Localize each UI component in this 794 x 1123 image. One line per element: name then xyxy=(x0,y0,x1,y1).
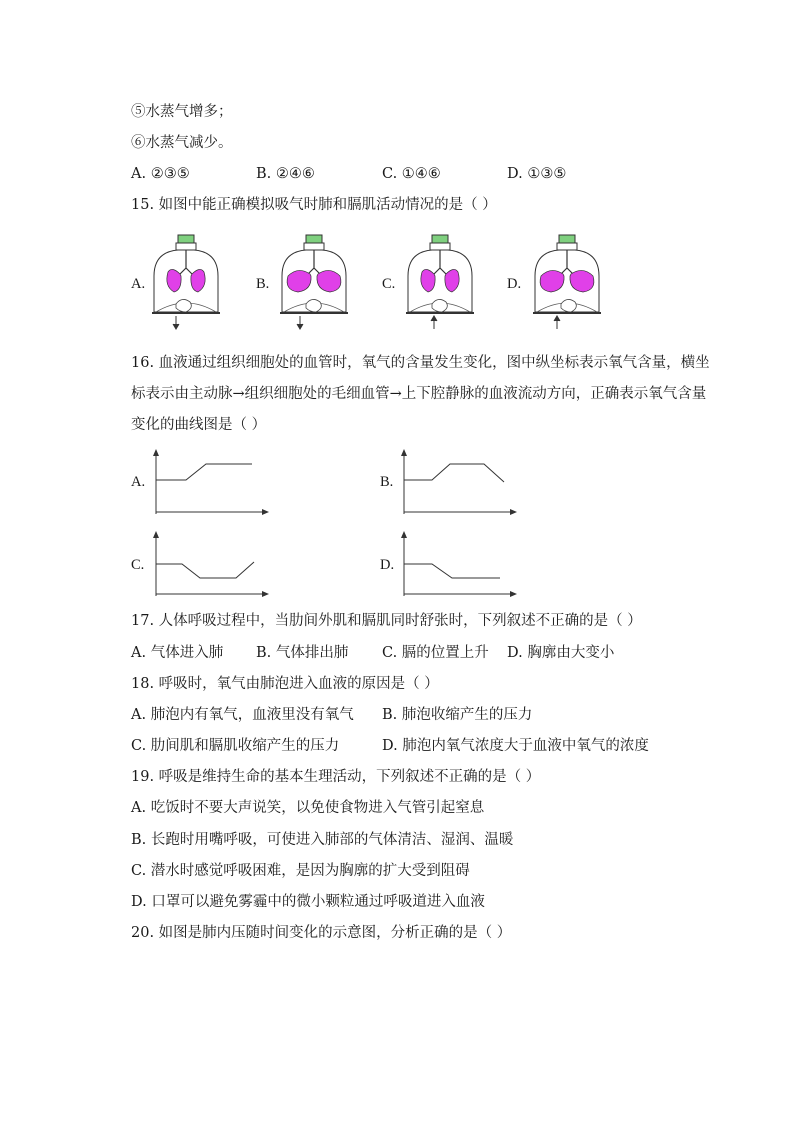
question-18: 18. 呼吸时，氧气由肺泡进入血液的原因是（ ） xyxy=(131,676,439,692)
q18-option-b: B. 肺泡收缩产生的压力 xyxy=(382,707,533,723)
question-16-line-2: 标表示由主动脉→组织细胞处的毛细血管→上下腔静脉的血液流动方向，正确表示氧气含量 xyxy=(131,386,707,402)
question-20: 20. 如图是肺内压随时间变化的示意图，分析正确的是（ ） xyxy=(131,925,512,941)
bell-jar-diagram-b xyxy=(278,232,350,332)
statement-6: ⑥水蒸气减少。 xyxy=(131,135,233,151)
q19-option-d: D. 口罩可以避免雾霾中的微小颗粒通过呼吸道进入血液 xyxy=(131,894,485,910)
statement-5: ⑤水蒸气增多； xyxy=(131,104,233,120)
q16-label-c: C. xyxy=(131,557,145,573)
q14-option-a: A. ②③⑤ xyxy=(131,166,190,182)
oxygen-curve-graph-a xyxy=(152,448,270,516)
q17-option-a: A. 气体进入肺 xyxy=(131,645,224,661)
q19-option-a: A. 吃饭时不要大声说笑，以免使食物进入气管引起窒息 xyxy=(131,800,485,816)
q16-label-b: B. xyxy=(380,474,394,490)
bell-jar-diagram-c xyxy=(404,232,476,332)
q16-label-a: A. xyxy=(131,474,146,490)
q15-label-a: A. xyxy=(131,276,146,292)
q18-option-d: D. 肺泡内氧气浓度大于血液中氧气的浓度 xyxy=(382,738,649,754)
q15-label-c: C. xyxy=(382,276,396,292)
question-15: 15. 如图中能正确模拟吸气时肺和膈肌活动情况的是（ ） xyxy=(131,197,497,213)
q18-option-a: A. 肺泡内有氧气，血液里没有氧气 xyxy=(131,707,354,723)
q14-option-c: C. ①④⑥ xyxy=(382,166,441,182)
q17-option-b: B. 气体排出肺 xyxy=(256,645,349,661)
oxygen-curve-graph-d xyxy=(400,530,518,598)
q16-label-d: D. xyxy=(380,557,395,573)
oxygen-curve-graph-b xyxy=(400,448,518,516)
q15-label-d: D. xyxy=(507,276,522,292)
question-19: 19. 呼吸是维持生命的基本生理活动，下列叙述不正确的是（ ） xyxy=(131,769,541,785)
bell-jar-diagram-a xyxy=(150,232,222,332)
q17-option-d: D. 胸廓由大变小 xyxy=(507,645,615,661)
q14-option-d: D. ①③⑤ xyxy=(507,166,567,182)
question-16-line-3: 变化的曲线图是（ ） xyxy=(131,417,267,433)
oxygen-curve-graph-c xyxy=(152,530,270,598)
q15-label-b: B. xyxy=(256,276,270,292)
q19-option-c: C. 潜水时感觉呼吸困难，是因为胸廓的扩大受到阻碍 xyxy=(131,863,470,879)
question-16-line-1: 16. 血液通过组织细胞处的血管时，氧气的含量发生变化，图中纵坐标表示氧气含量，横坐 xyxy=(131,355,710,371)
question-17: 17. 人体呼吸过程中，当肋间外肌和膈肌同时舒张时，下列叙述不正确的是（ ） xyxy=(131,613,642,629)
q17-option-c: C. 膈的位置上升 xyxy=(382,645,489,661)
q14-option-b: B. ②④⑥ xyxy=(256,166,315,182)
q18-option-c: C. 肋间肌和膈肌收缩产生的压力 xyxy=(131,738,340,754)
bell-jar-diagram-d xyxy=(531,232,603,332)
q19-option-b: B. 长跑时用嘴呼吸，可使进入肺部的气体清洁、湿润、温暖 xyxy=(131,832,514,848)
